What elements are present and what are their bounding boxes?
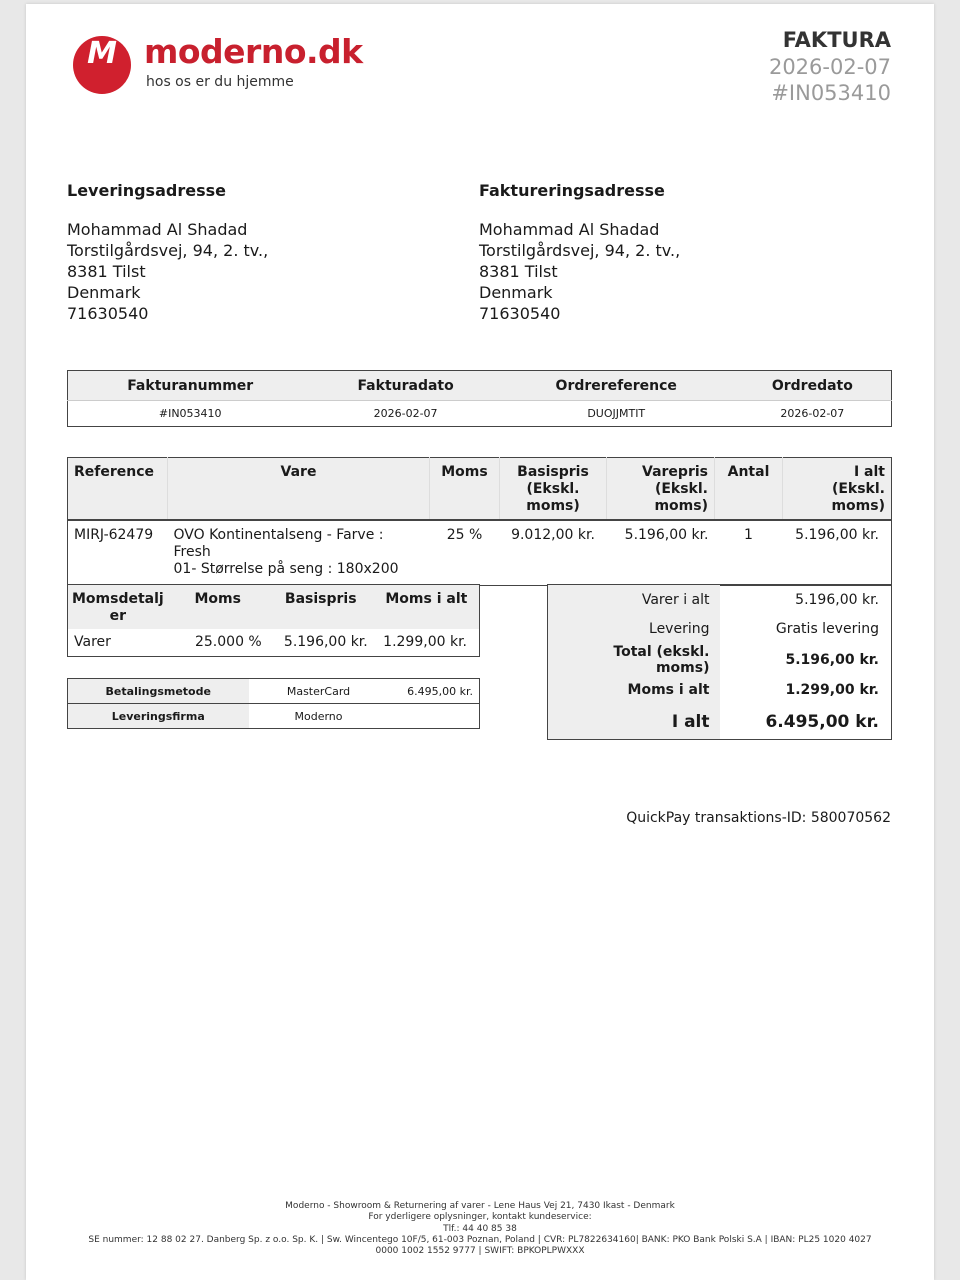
products-total-label: Varer i alt: [548, 585, 720, 615]
item-qty: 1: [744, 527, 753, 543]
item-total: 5.196,00 kr.: [795, 527, 879, 543]
address-line: 71630540: [67, 304, 149, 323]
column-header-product: Vare: [168, 458, 430, 521]
delivery-address: [67, 181, 268, 324]
column-header-tax: Moms: [430, 458, 500, 521]
grand-total-label: I alt: [548, 705, 720, 739]
column-header-unit-price: Varepris (Ekskl. moms): [607, 458, 715, 521]
table-cell: #IN053410: [68, 401, 313, 427]
column-header-reference: Reference: [68, 458, 168, 521]
shipping-label: Levering: [548, 614, 720, 644]
table-row: [548, 644, 892, 676]
payment-method-value: MasterCard: [286, 684, 351, 698]
transaction-id: QuickPay transaktions-ID: 580070562: [626, 810, 891, 826]
table-header-row: [68, 458, 892, 521]
brand-tagline: hos os er du hjemme: [146, 74, 294, 90]
table-row: [68, 629, 480, 657]
carrier-label: Leveringsfirma: [68, 704, 249, 729]
item-product: OVO Kontinentalseng - Farve : Fresh 01- Størrelse på seng : 180x200: [173, 527, 399, 577]
item-tax: 25 %: [446, 527, 483, 543]
column-header: Ordrereference: [499, 371, 734, 401]
address-line: 8381 Tilst: [479, 262, 558, 281]
table-cell: 2026-02-07: [734, 401, 892, 427]
shipping-value: Gratis levering: [775, 620, 879, 637]
address-line: Denmark: [67, 283, 141, 302]
column-header: Fakturanummer: [68, 371, 313, 401]
address-line: Mohammad Al Shadad: [479, 220, 660, 239]
footer-address: Moderno - Showroom & Returnering af varer - Lene Haus Vej 21, 7430 Ikast - Denmark: [285, 1201, 675, 1211]
address-line: 71630540: [479, 304, 561, 323]
column-header-tax-rate: Moms: [168, 585, 268, 630]
grand-total-value: 6.495,00 kr.: [765, 711, 879, 732]
table-row: [548, 705, 892, 739]
subtotal-value: 5.196,00 kr.: [785, 651, 879, 668]
billing-address: [479, 181, 680, 324]
document-date: 2026-02-07: [768, 55, 891, 79]
footer-contact: For yderligere oplysninger, kontakt kundeservice:: [368, 1212, 592, 1222]
totals-table: [547, 584, 892, 740]
address-line: 8381 Tilst: [67, 262, 146, 281]
column-header-qty: Antal: [715, 458, 783, 521]
tax-base: 5.196,00 kr.: [283, 634, 368, 650]
logo-letter: M: [87, 36, 117, 71]
document-type: FAKTURA: [782, 28, 891, 52]
invoice-meta-table: [67, 370, 892, 427]
carrier-value: Moderno: [249, 704, 389, 729]
column-header: Fakturadato: [312, 371, 498, 401]
tax-total-value: 1.299,00 kr.: [785, 682, 879, 699]
item-unit-price: 5.196,00 kr.: [624, 527, 709, 543]
footer-phone: Tlf.: 44 40 85 38: [443, 1224, 517, 1234]
tax-total: 1.299,00 kr.: [383, 634, 467, 650]
payment-table: [67, 678, 480, 729]
column-header-base-price: Basispris (Ekskl. moms): [500, 458, 607, 521]
invoice-page: [26, 4, 934, 1280]
tax-total-label: Moms i alt: [548, 676, 720, 706]
column-header-total: I alt (Ekskl. moms): [783, 458, 892, 521]
footer-bank: 0000 1002 1552 9777 | SWIFT: BPKOPLPWXXX: [375, 1246, 585, 1256]
brand-name: moderno.dk: [144, 32, 363, 71]
billing-address-title: Faktureringsadresse: [479, 181, 665, 200]
products-total-value: 5.196,00 kr.: [795, 591, 879, 608]
delivery-address-title: Leveringsadresse: [67, 181, 226, 200]
table-cell: 2026-02-07: [312, 401, 498, 427]
logo-icon: [73, 36, 131, 94]
table-header-row: [68, 585, 480, 630]
address-line: Denmark: [479, 283, 553, 302]
table-cell: DUOJJMTIT: [499, 401, 734, 427]
tax-rate: 25.000 %: [194, 634, 262, 650]
column-header-tax-detail: Momsdetalj er: [68, 585, 168, 630]
table-row: [548, 614, 892, 644]
tax-label: Varer: [74, 634, 111, 650]
tax-details-table: [67, 584, 480, 657]
table-row: [68, 679, 480, 704]
item-base-price: 9.012,00 kr.: [511, 527, 595, 543]
table-row: [68, 704, 480, 729]
address-line: Torstilgårdsvej, 94, 2. tv.,: [479, 241, 681, 260]
table-row: [68, 401, 892, 427]
footer-company: SE nummer: 12 88 02 27. Danberg Sp. z o.o. Sp. K. | Sw. Wincentego 10F/5, 61-003 Poznan, Poland | CVR: PL7822634160| BANK: PKO Bank Polski S.A | IBAN: PL25 1020 4027: [88, 1235, 872, 1245]
empty-cell: [389, 704, 480, 729]
table-row: [548, 585, 892, 615]
table-row: [68, 520, 892, 586]
table-row: [548, 676, 892, 706]
item-reference: MIRJ-62479: [74, 527, 154, 543]
column-header: Ordredato: [734, 371, 892, 401]
address-line: Torstilgårdsvej, 94, 2. tv.,: [67, 241, 269, 260]
payment-amount: 6.495,00 kr.: [407, 684, 473, 698]
items-table: [67, 457, 892, 586]
address-line: Mohammad Al Shadad: [67, 220, 248, 239]
payment-method-label: Betalingsmetode: [68, 679, 249, 704]
subtotal-label: Total (ekskl. moms): [548, 644, 720, 676]
document-number: #IN053410: [771, 81, 891, 105]
table-header-row: [68, 371, 892, 401]
column-header-tax-total: Moms i alt: [374, 585, 480, 630]
column-header-tax-base: Basispris: [268, 585, 374, 630]
